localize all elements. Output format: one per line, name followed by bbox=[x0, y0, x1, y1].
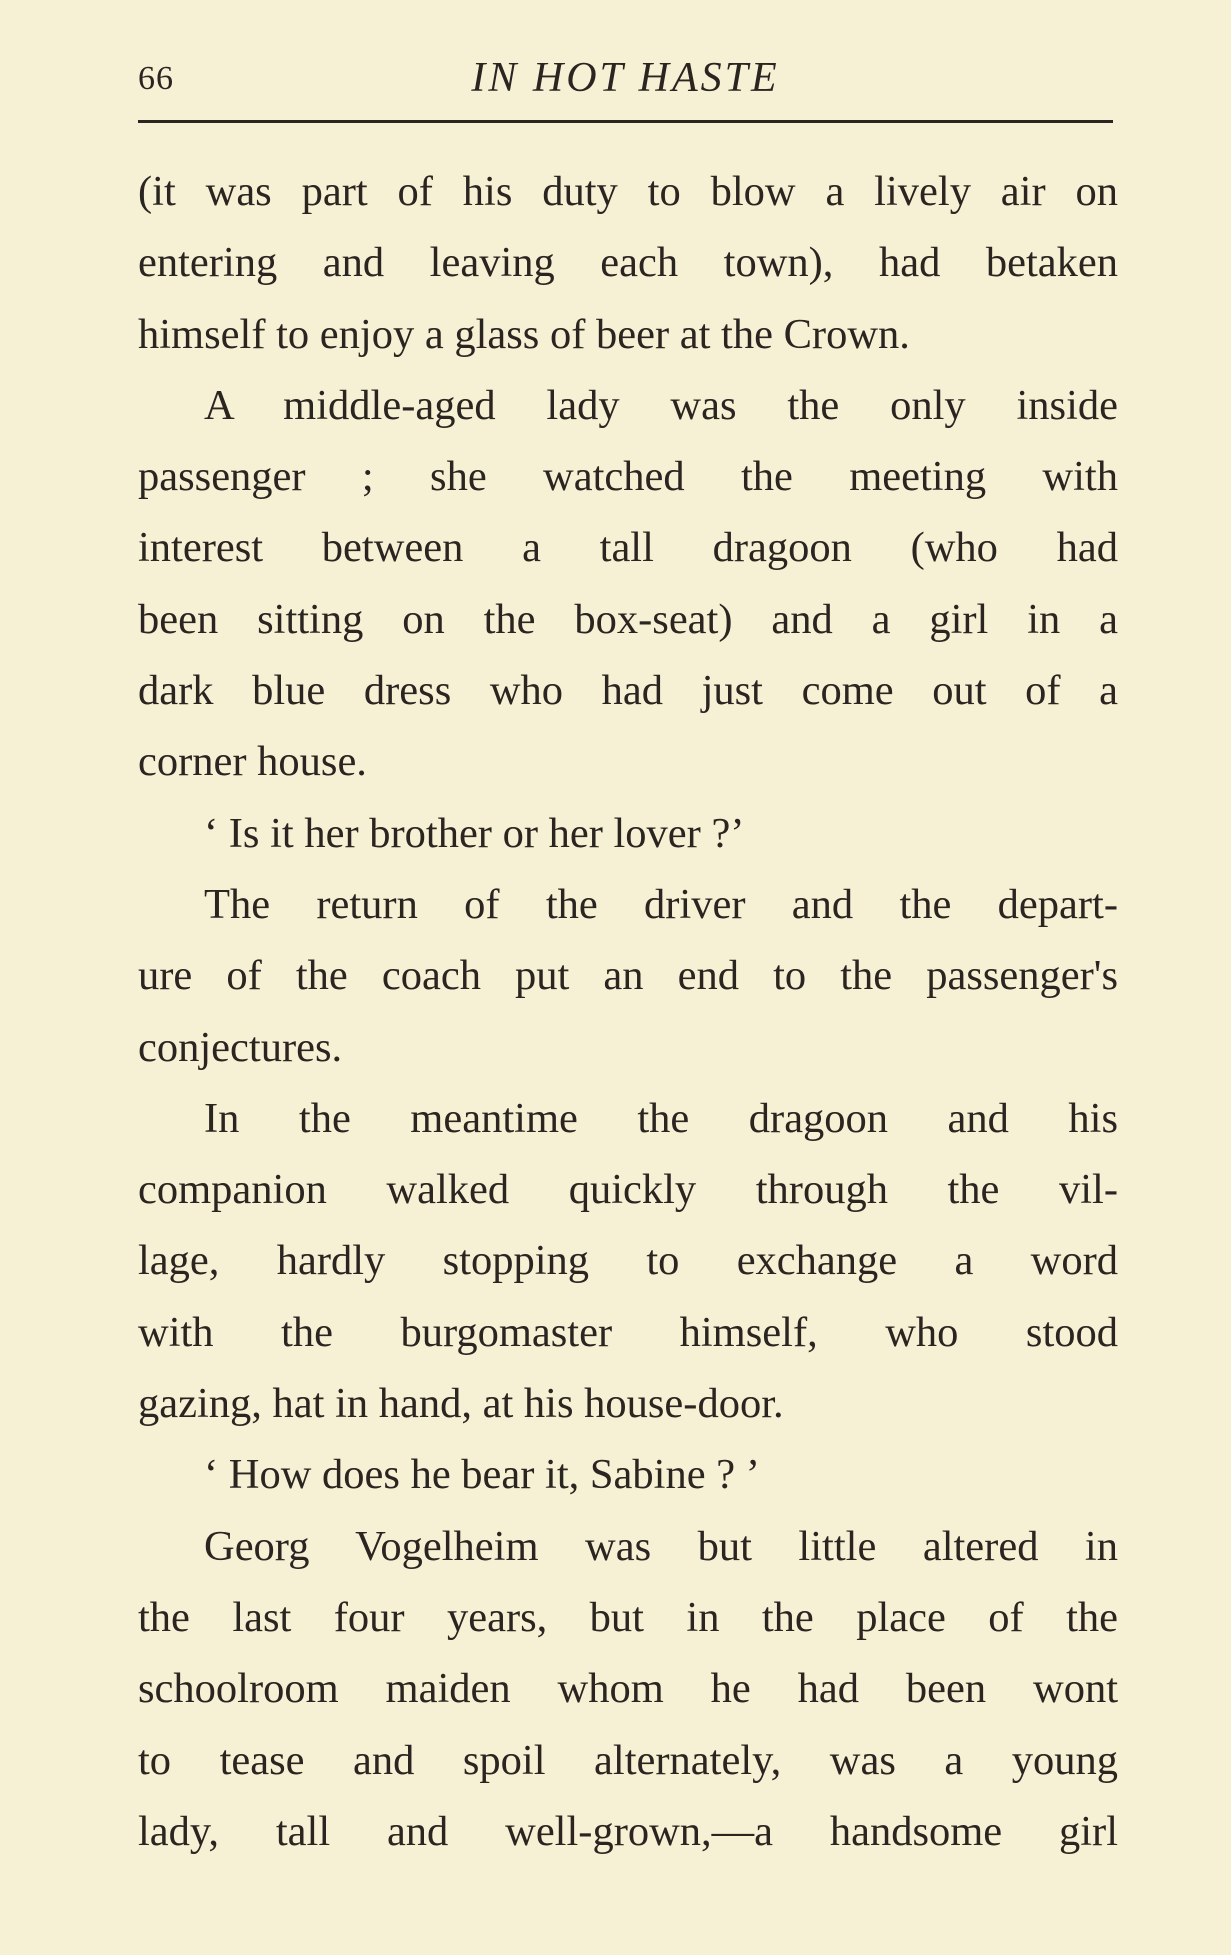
header-rule bbox=[138, 120, 1113, 123]
text-line: ure of the coach put an end to the passenger's bbox=[138, 952, 1118, 1000]
text-line: companion walked quickly through the vil- bbox=[138, 1166, 1118, 1214]
text-line: the last four years, but in the place of the bbox=[138, 1593, 1118, 1641]
text-line: himself to enjoy a glass of beer at the Crown. bbox=[138, 310, 910, 358]
text-line: ‘ Is it her brother or her lover ?’ bbox=[204, 809, 745, 857]
running-header bbox=[138, 50, 1113, 110]
text-line: been sitting on the box-seat) and a girl in a bbox=[138, 595, 1118, 643]
text-line: schoolroom maiden whom he had been wont bbox=[138, 1665, 1118, 1713]
text-line: lady, tall and well-grown,—a handsome girl bbox=[138, 1807, 1118, 1855]
text-line: dark blue dress who had just come out of a bbox=[138, 667, 1118, 715]
text-line: conjectures. bbox=[138, 1023, 343, 1071]
text-line: entering and leaving each town), had betaken bbox=[138, 239, 1118, 287]
text-line: A middle-aged lady was the only inside bbox=[204, 381, 1118, 429]
running-title: IN HOT HASTE bbox=[471, 55, 780, 101]
text-line: corner house. bbox=[138, 738, 367, 786]
text-line: to tease and spoil alternately, was a young bbox=[138, 1736, 1118, 1784]
text-line: passenger ; she watched the meeting with bbox=[138, 453, 1118, 501]
text-line: (it was part of his duty to blow a lively air on bbox=[138, 168, 1118, 215]
text-line: ‘ How does he bear it, Sabine ? ’ bbox=[204, 1451, 760, 1499]
page-number: 66 bbox=[138, 60, 174, 97]
text-line: with the burgomaster himself, who stood bbox=[138, 1308, 1118, 1356]
text-line: The return of the driver and the depart- bbox=[204, 880, 1118, 928]
text-line: gazing, hat in hand, at his house-door. bbox=[138, 1380, 784, 1428]
text-line: lage, hardly stopping to exchange a word bbox=[138, 1237, 1118, 1285]
body-text bbox=[138, 156, 1118, 1867]
text-line: Georg Vogelheim was but little altered in bbox=[204, 1522, 1118, 1570]
text-line: interest between a tall dragoon (who had bbox=[138, 524, 1118, 572]
text-line: In the meantime the dragoon and his bbox=[204, 1094, 1118, 1142]
